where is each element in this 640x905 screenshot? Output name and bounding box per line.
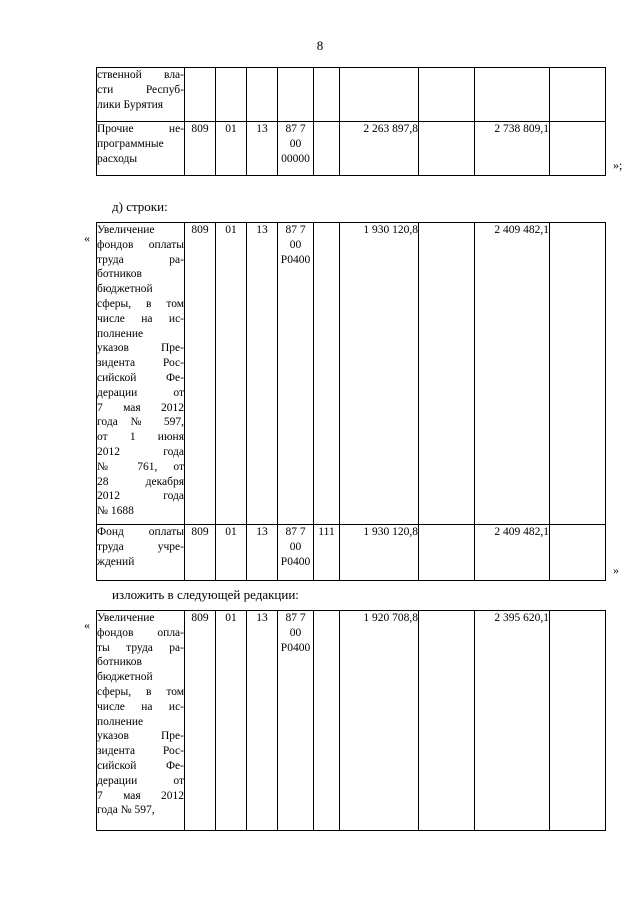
target-article-cell: 87 7 00 Р0400 bbox=[278, 525, 314, 581]
expense-name-cell bbox=[97, 611, 185, 831]
expense-name-line: сферы, в том bbox=[97, 685, 184, 698]
table-row bbox=[97, 122, 606, 176]
expense-type-cell: 111 bbox=[314, 525, 340, 581]
amount-cell: 2 409 482,1 bbox=[475, 223, 550, 525]
expense-name-line: зидента Рос- bbox=[97, 745, 184, 758]
expense-name-line: 2012 года bbox=[97, 445, 184, 458]
expense-name-line: бюджетной bbox=[97, 671, 153, 684]
ministry-code-cell bbox=[185, 68, 216, 122]
ministry-code-cell: 809 bbox=[185, 611, 216, 831]
amount-cell bbox=[419, 223, 475, 525]
expense-name-line: фондов опла- bbox=[97, 626, 184, 639]
table-1-close-quote: »; bbox=[613, 158, 623, 172]
ministry-code-cell: 809 bbox=[185, 525, 216, 581]
expense-name-line: Фонд оплаты bbox=[97, 526, 184, 538]
amount-cell: 2 395 620,1 bbox=[475, 611, 550, 831]
amount-cell: 1 930 120,8 bbox=[340, 525, 419, 581]
section-code-cell: 01 bbox=[216, 223, 247, 525]
paragraph-rows-label: д) строки: bbox=[112, 199, 168, 214]
expense-name-line: сти Респуб- bbox=[97, 83, 184, 96]
expense-name-line: ждений bbox=[97, 555, 135, 568]
expense-name-line: 7 мая 2012 bbox=[97, 789, 184, 802]
expense-name-line: Увеличение bbox=[97, 224, 155, 236]
amount-cell bbox=[340, 68, 419, 122]
amount-cell: 2 738 809,1 bbox=[475, 122, 550, 176]
expense-name-line: сийской Фе- bbox=[97, 371, 184, 384]
expense-name-line: № 761, от bbox=[97, 460, 184, 473]
table-2-close-quote: » bbox=[613, 563, 619, 577]
budget-table-1 bbox=[96, 67, 606, 176]
subsection-code-cell: 13 bbox=[247, 525, 278, 581]
expense-type-cell bbox=[314, 122, 340, 176]
subsection-code-cell: 13 bbox=[247, 122, 278, 176]
expense-name-line: полнение bbox=[97, 327, 144, 340]
budget-table-2 bbox=[96, 222, 606, 581]
amount-cell bbox=[550, 223, 606, 525]
table-row bbox=[97, 68, 606, 122]
expense-name-line: лики Бурятия bbox=[97, 98, 164, 111]
expense-name-line: указов Пре- bbox=[97, 342, 184, 355]
amount-cell bbox=[419, 611, 475, 831]
expense-name-line: от 1 июня bbox=[97, 431, 184, 444]
expense-name-line: расходы bbox=[97, 152, 138, 165]
expense-name-line: труда ра- bbox=[97, 253, 184, 266]
expense-name-line: сферы, в том bbox=[97, 297, 184, 310]
amount-cell bbox=[475, 68, 550, 122]
ministry-code-cell: 809 bbox=[185, 223, 216, 525]
expense-name-line: Прочие не- bbox=[97, 123, 184, 135]
expense-name-line: дерации от bbox=[97, 386, 184, 399]
subsection-code-cell bbox=[247, 68, 278, 122]
expense-name-line: года № 597, bbox=[97, 416, 184, 429]
expense-name-cell bbox=[97, 122, 185, 176]
amount-cell: 1 930 120,8 bbox=[340, 223, 419, 525]
amount-cell bbox=[419, 122, 475, 176]
expense-type-cell bbox=[314, 68, 340, 122]
expense-name-cell bbox=[97, 525, 185, 581]
target-article-cell: 87 7 00 Р0400 bbox=[278, 611, 314, 831]
expense-name-line: числе на ис- bbox=[97, 700, 184, 713]
target-article-cell: 87 7 00 Р0400 bbox=[278, 223, 314, 525]
section-code-cell: 01 bbox=[216, 611, 247, 831]
expense-name-line: числе на ис- bbox=[97, 312, 184, 325]
amount-cell: 2 263 897,8 bbox=[340, 122, 419, 176]
amount-cell bbox=[419, 525, 475, 581]
target-article-cell: 87 7 00 00000 bbox=[278, 122, 314, 176]
expense-name-line: бюджетной bbox=[97, 283, 153, 296]
amount-cell bbox=[550, 611, 606, 831]
budget-table-3 bbox=[96, 610, 606, 831]
expense-name-line: 2012 года bbox=[97, 490, 184, 503]
section-code-cell: 01 bbox=[216, 525, 247, 581]
expense-name-line: программные bbox=[97, 137, 164, 150]
expense-name-line: указов Пре- bbox=[97, 730, 184, 743]
expense-name-line: сийской Фе- bbox=[97, 759, 184, 772]
table-2-open-quote: « bbox=[84, 231, 90, 245]
amount-cell bbox=[550, 68, 606, 122]
subsection-code-cell: 13 bbox=[247, 611, 278, 831]
expense-name-line: труда учре- bbox=[97, 540, 184, 553]
amount-cell: 1 920 708,8 bbox=[340, 611, 419, 831]
expense-name-line: № 1688 bbox=[97, 505, 134, 518]
table-row bbox=[97, 611, 606, 831]
ministry-code-cell: 809 bbox=[185, 122, 216, 176]
expense-name-line: ственной вла- bbox=[97, 69, 184, 81]
expense-name-line: ты труда ра- bbox=[97, 641, 184, 654]
section-code-cell bbox=[216, 68, 247, 122]
expense-name-line: ботников bbox=[97, 656, 142, 669]
expense-name-line: полнение bbox=[97, 715, 144, 728]
table-row bbox=[97, 223, 606, 525]
expense-name-cell bbox=[97, 68, 185, 122]
expense-type-cell bbox=[314, 611, 340, 831]
expense-name-line: 7 мая 2012 bbox=[97, 401, 184, 414]
expense-name-line: зидента Рос- bbox=[97, 357, 184, 370]
expense-type-cell bbox=[314, 223, 340, 525]
amount-cell bbox=[419, 68, 475, 122]
paragraph-new-edition-label: изложить в следующей редакции: bbox=[112, 587, 299, 602]
expense-name-line: года № 597, bbox=[97, 804, 155, 817]
subsection-code-cell: 13 bbox=[247, 223, 278, 525]
amount-cell: 2 409 482,1 bbox=[475, 525, 550, 581]
table-row bbox=[97, 525, 606, 581]
target-article-cell bbox=[278, 68, 314, 122]
expense-name-cell bbox=[97, 223, 185, 525]
expense-name-line: ботников bbox=[97, 268, 142, 281]
section-code-cell: 01 bbox=[216, 122, 247, 176]
amount-cell bbox=[550, 525, 606, 581]
expense-name-line: 28 декабря bbox=[97, 475, 184, 488]
expense-name-line: фондов оплаты bbox=[97, 238, 184, 251]
expense-name-line: Увеличение bbox=[97, 612, 155, 624]
table-3-open-quote: « bbox=[84, 618, 90, 632]
amount-cell bbox=[550, 122, 606, 176]
page-number: 8 bbox=[316, 38, 324, 53]
expense-name-line: дерации от bbox=[97, 774, 184, 787]
